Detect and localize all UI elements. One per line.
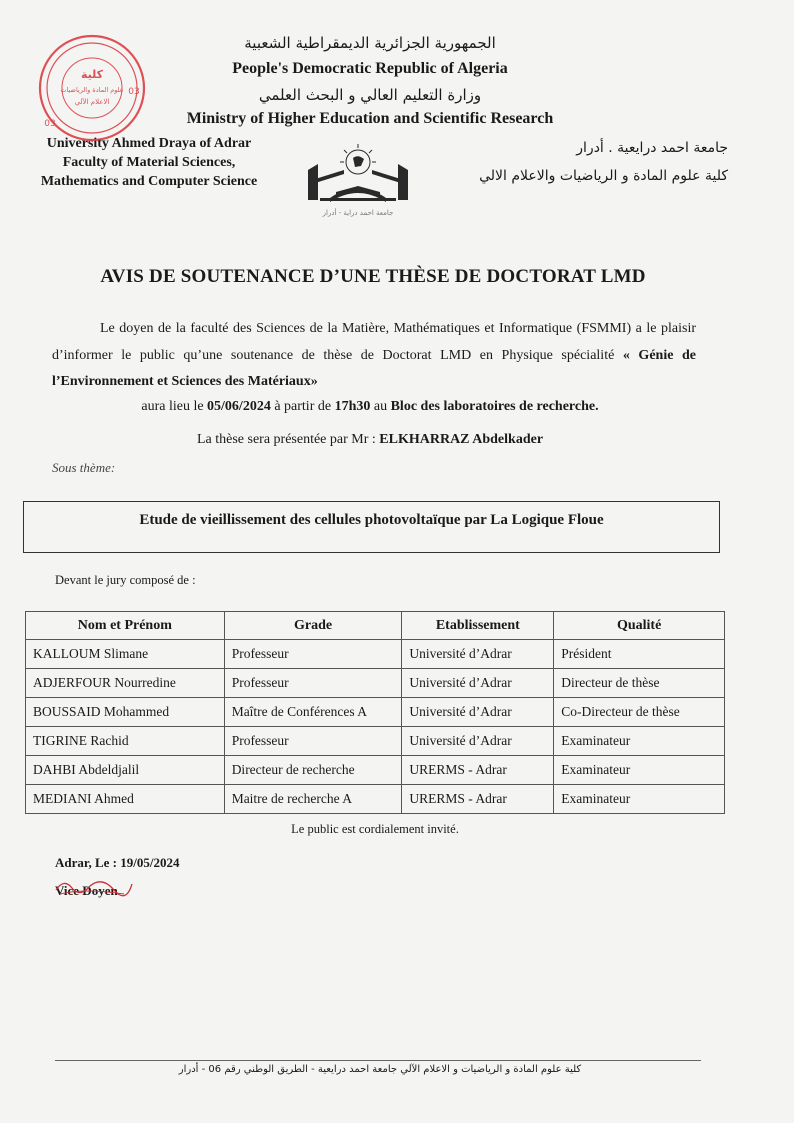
university-logo-icon xyxy=(298,140,418,204)
table-row xyxy=(26,669,725,698)
table-row xyxy=(26,756,725,785)
candidate-line xyxy=(0,427,740,454)
university-name-arabic: جامعة احمد درايعية . أدرار xyxy=(576,140,728,156)
announcement-paragraph xyxy=(52,316,696,396)
jury-member-institution: URERMS - Adrar xyxy=(402,756,554,785)
page-title: AVIS DE SOUTENANCE D’UNE THÈSE DE DOCTORAT LMD xyxy=(100,266,646,287)
jury-member-name: DAHBI Abdeldjalil xyxy=(26,756,225,785)
table-row xyxy=(26,640,725,669)
schedule-text-2: à partir de xyxy=(270,399,335,414)
candidate-text: La thèse sera présentée par Mr : xyxy=(196,432,380,447)
column-header-name: Nom et Prénom xyxy=(26,612,225,640)
jury-label: Devant le jury composé de : xyxy=(55,573,196,587)
jury-member-grade: Professeur xyxy=(224,640,402,669)
footer-address: كلية علوم المادة و الرياضيات و الاعلام الآلي جامعة احمد درايعية - الطريق الوطني رقم 06 - أدرار xyxy=(178,1064,582,1075)
jury-member-institution: Université d’Adrar xyxy=(402,669,554,698)
jury-member-role: Examinateur xyxy=(554,756,725,785)
table-row xyxy=(26,727,725,756)
university-block-arabic xyxy=(448,134,728,190)
republic-english: People's Democratic Republic of Algeria xyxy=(232,60,508,77)
jury-member-institution: URERMS - Adrar xyxy=(402,785,554,814)
jury-member-name: TIGRINE Rachid xyxy=(26,727,225,756)
jury-member-role: Directeur de thèse xyxy=(554,669,725,698)
signer-title: Vice Doyen xyxy=(55,883,118,898)
faculty-name-english-line1: Faculty of Material Sciences, xyxy=(62,155,236,170)
jury-member-institution: Université d’Adrar xyxy=(402,698,554,727)
jury-member-name: ADJERFOUR Nourredine xyxy=(26,669,225,698)
defense-date: 05/06/2024 xyxy=(207,399,271,414)
faculty-name-english-line2: Mathematics and Computer Science xyxy=(40,174,258,189)
signature-icon xyxy=(54,872,134,898)
faculty-stamp-icon xyxy=(36,32,148,144)
schedule-line xyxy=(0,394,740,421)
jury-member-role: Examinateur xyxy=(554,727,725,756)
faculty-name-arabic: كلية علوم المادة و الرياضيات والاعلام الالي xyxy=(479,168,728,184)
ministry-english: Ministry of Higher Education and Scientific Research xyxy=(186,110,554,127)
jury-member-name: BOUSSAID Mohammed xyxy=(26,698,225,727)
jury-member-grade: Directeur de recherche xyxy=(224,756,402,785)
candidate-name: ELKHARRAZ Abdelkader xyxy=(379,432,544,447)
thesis-title: Etude de vieillissement des cellules photovoltaïque par La Logique Floue xyxy=(139,512,604,528)
announcement-text: Le doyen de la faculté des Sciences de la Matière, Mathématiques et Informatique (FSMMI) a le plaisir d’informer le public qu’une soutenance de thèse de Doctorat LMD en Physique spécialité xyxy=(52,321,696,363)
jury-member-institution: Université d’Adrar xyxy=(402,727,554,756)
defense-place: Bloc des laboratoires de recherche. xyxy=(390,399,599,414)
place-and-date: Adrar, Le : 19/05/2024 xyxy=(55,855,180,870)
specialty: « Génie de l’Environnement et Sciences des Matériaux» xyxy=(52,347,696,389)
ministry-arabic: وزارة التعليم العالي و البحث العلمي xyxy=(258,86,482,104)
thesis-title-box xyxy=(23,501,720,553)
jury-member-grade: Professeur xyxy=(224,669,402,698)
jury-member-role: Co-Directeur de thèse xyxy=(554,698,725,727)
jury-member-name: MEDIANI Ahmed xyxy=(26,785,225,814)
column-header-role: Qualité xyxy=(554,612,725,640)
jury-member-name: KALLOUM Slimane xyxy=(26,640,225,669)
table-row xyxy=(26,698,725,727)
jury-member-role: Examinateur xyxy=(554,785,725,814)
sub-theme-label: Sous thème: xyxy=(52,460,116,475)
footer-divider xyxy=(55,1060,701,1061)
university-name-english: University Ahmed Draya of Adrar xyxy=(46,136,252,151)
jury-member-grade: Maitre de recherche A xyxy=(224,785,402,814)
schedule-text-3: au xyxy=(370,399,391,414)
stamp-number-left: 03 xyxy=(44,119,56,129)
university-logo xyxy=(298,140,418,220)
stamp-number-right: 03 xyxy=(128,87,140,97)
jury-member-role: Président xyxy=(554,640,725,669)
defense-time: 17h30 xyxy=(334,399,371,414)
table-row xyxy=(26,785,725,814)
jury-table xyxy=(25,611,725,814)
logo-caption: جامعة احمد دراية - أدرار xyxy=(322,209,394,217)
invitation-text: Le public est cordialement invité. xyxy=(291,822,459,836)
column-header-institution: Etablissement xyxy=(402,612,554,640)
stamp-text-3: الاعلام الآلي xyxy=(74,98,110,106)
republic-arabic: الجمهورية الجزائرية الديمقراطية الشعبية xyxy=(244,34,496,52)
column-header-grade: Grade xyxy=(224,612,402,640)
jury-header-row xyxy=(26,612,725,640)
jury-member-grade: Professeur xyxy=(224,727,402,756)
schedule-text-1: aura lieu le xyxy=(141,399,208,414)
stamp-text-2: علوم المادة والرياضيات xyxy=(60,86,124,94)
jury-member-institution: Université d’Adrar xyxy=(402,640,554,669)
jury-member-grade: Maître de Conférences A xyxy=(224,698,402,727)
stamp-text-1: كلية xyxy=(80,68,104,81)
